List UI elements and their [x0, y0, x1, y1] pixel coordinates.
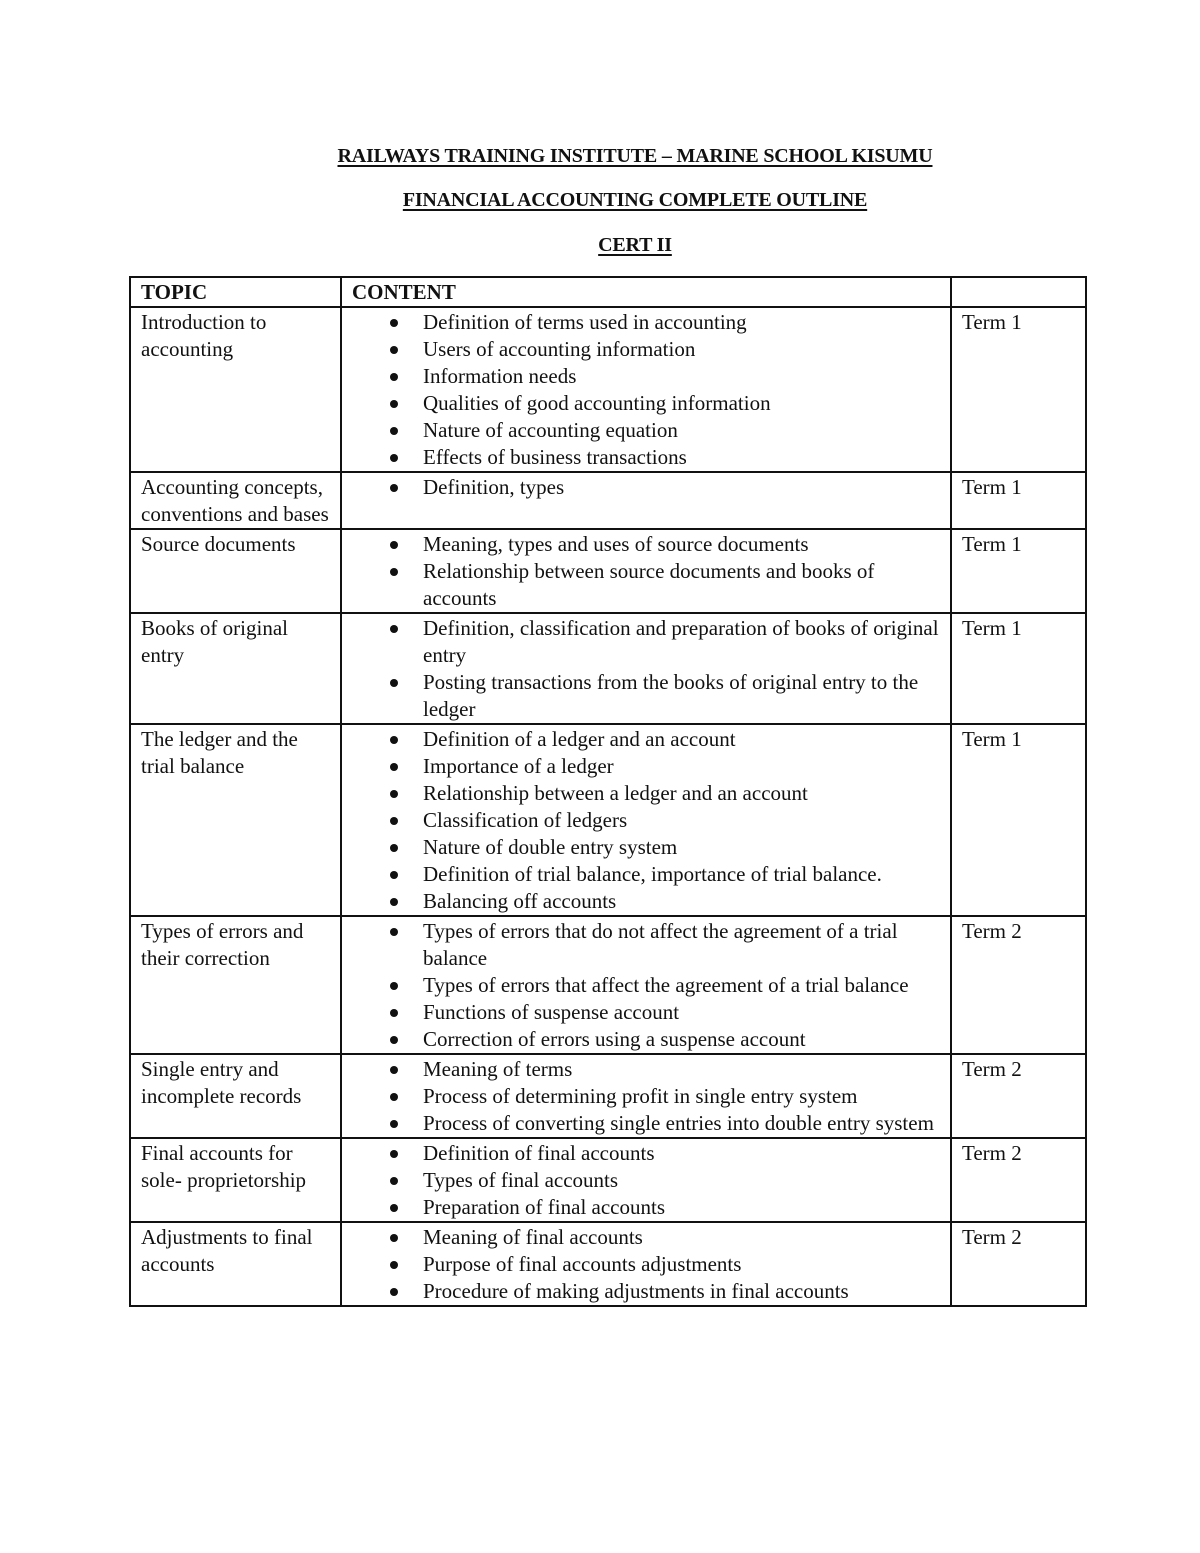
header-term [951, 277, 1086, 307]
table-body [130, 307, 1086, 1306]
content-list-item: Relationship between source documents and books of accounts [352, 558, 940, 612]
topic-cell: Types of errors and their correction [130, 916, 341, 1054]
content-list-item: Qualities of good accounting information [352, 390, 940, 417]
content-list-item: Meaning of final accounts [352, 1224, 940, 1251]
term-cell: Term 2 [951, 1222, 1086, 1306]
content-list-item: Definition of a ledger and an account [352, 726, 940, 753]
content-list-item: Correction of errors using a suspense account [352, 1026, 940, 1053]
content-list [352, 615, 940, 723]
content-list [352, 1056, 940, 1137]
content-list [352, 474, 940, 501]
topic-cell: Accounting concepts, conventions and bases [130, 472, 341, 529]
content-list-item: Nature of double entry system [352, 834, 940, 861]
content-list-item: Balancing off accounts [352, 888, 940, 915]
content-cell [341, 472, 951, 529]
content-list-item: Definition of terms used in accounting [352, 309, 940, 336]
document-level: CERT II [598, 234, 672, 256]
content-list-item: Effects of business transactions [352, 444, 940, 471]
table-row [130, 1054, 1086, 1138]
table-row [130, 1222, 1086, 1306]
content-list-item: Functions of suspense account [352, 999, 940, 1026]
document-subtitle: FINANCIAL ACCOUNTING COMPLETE OUTLINE [402, 189, 868, 211]
content-list-item: Purpose of final accounts adjustments [352, 1251, 940, 1278]
content-cell [341, 307, 951, 472]
content-list [352, 918, 940, 1053]
content-list-item: Preparation of final accounts [352, 1194, 940, 1221]
content-list-item: Definition, types [352, 474, 940, 501]
table-row [130, 916, 1086, 1054]
content-list-item: Importance of a ledger [352, 753, 940, 780]
content-list-item: Definition, classification and preparation of books of original entry [352, 615, 940, 669]
content-list-item: Process of determining profit in single entry system [352, 1083, 940, 1110]
content-list-item: Nature of accounting equation [352, 417, 940, 444]
content-list-item: Types of errors that affect the agreement of a trial balance [352, 972, 940, 999]
content-cell [341, 613, 951, 724]
topic-cell: Single entry and incomplete records [130, 1054, 341, 1138]
content-list-item: Procedure of making adjustments in final accounts [352, 1278, 940, 1305]
topic-cell: Adjustments to final accounts [130, 1222, 341, 1306]
content-list-item: Definition of trial balance, importance of trial balance. [352, 861, 940, 888]
table-row [130, 724, 1086, 916]
content-list [352, 309, 940, 471]
header-content: CONTENT [341, 277, 951, 307]
content-list-item: Meaning, types and uses of source documents [352, 531, 940, 558]
content-list-item: Definition of final accounts [352, 1140, 940, 1167]
topic-cell: Introduction to accounting [130, 307, 341, 472]
term-cell: Term 1 [951, 472, 1086, 529]
header-topic: TOPIC [130, 277, 341, 307]
topic-cell: Final accounts for sole- proprietorship [130, 1138, 341, 1222]
content-list [352, 726, 940, 915]
table-row [130, 472, 1086, 529]
course-outline-table [129, 276, 1087, 1307]
term-cell: Term 1 [951, 613, 1086, 724]
topic-cell: Books of original entry [130, 613, 341, 724]
content-list-item: Users of accounting information [352, 336, 940, 363]
term-cell: Term 2 [951, 916, 1086, 1054]
table-row [130, 307, 1086, 472]
term-cell: Term 1 [951, 307, 1086, 472]
term-cell: Term 1 [951, 529, 1086, 613]
content-list [352, 1224, 940, 1305]
content-cell [341, 1054, 951, 1138]
content-list-item: Meaning of terms [352, 1056, 940, 1083]
content-list-item: Information needs [352, 363, 940, 390]
content-list-item: Types of final accounts [352, 1167, 940, 1194]
content-list-item: Types of errors that do not affect the agreement of a trial balance [352, 918, 940, 972]
content-list-item: Posting transactions from the books of original entry to the ledger [352, 669, 940, 723]
table-row [130, 529, 1086, 613]
content-list [352, 1140, 940, 1221]
content-list-item: Relationship between a ledger and an account [352, 780, 940, 807]
term-cell: Term 1 [951, 724, 1086, 916]
content-cell [341, 916, 951, 1054]
content-list-item: Classification of ledgers [352, 807, 940, 834]
term-cell: Term 2 [951, 1054, 1086, 1138]
table-row [130, 1138, 1086, 1222]
topic-cell: Source documents [130, 529, 341, 613]
content-cell [341, 724, 951, 916]
content-list-item: Process of converting single entries into double entry system [352, 1110, 940, 1137]
document-title: RAILWAYS TRAINING INSTITUTE – MARINE SCHOOL KISUMU [337, 145, 933, 167]
content-list [352, 531, 940, 612]
table-header-row [130, 277, 1086, 307]
content-cell [341, 1138, 951, 1222]
table-row [130, 613, 1086, 724]
content-cell [341, 529, 951, 613]
topic-cell: The ledger and the trial balance [130, 724, 341, 916]
term-cell: Term 2 [951, 1138, 1086, 1222]
content-cell [341, 1222, 951, 1306]
